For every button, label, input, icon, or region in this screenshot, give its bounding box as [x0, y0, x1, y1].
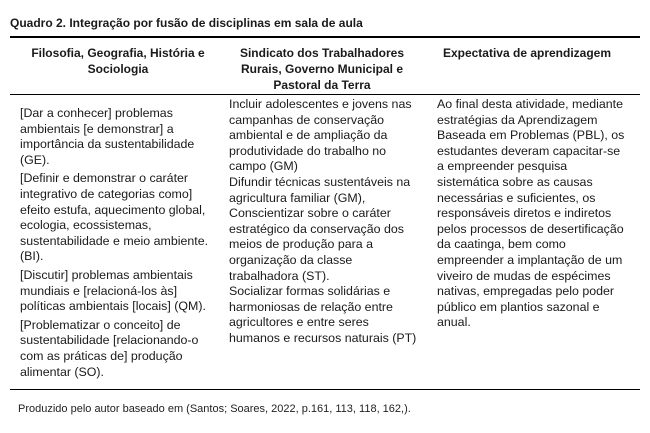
header-rule [10, 94, 640, 95]
expectativa-text: Ao final desta atividade, mediante estratégias da Aprendizagem Baseada em Problemas (PBL), os estudantes deveram capacitar-se a empreender pesquisa sistemática sobre as causas necessárias e suficientes, os responsáveis diretos e indiretos pelos processos de desertificação da caatinga, bem como empreender a implantação de um viveiro de mudas de espécimes nativas, empregadas pelo poder público em plantios sazonal e anual. [437, 97, 625, 330]
list-item: Conscientizar sobre o caráter estratégico da conservação dos meios de produção para a organização da classe trabalhadora (ST). [229, 206, 404, 283]
list-item: Difundir técnicas sustentáveis na agricultura familiar (GM), [229, 174, 411, 205]
list-item: Incluir adolescentes e jovens nas campanhas de conservação ambiental e de ampliação da produtividade do trabalho no campo (GM) [229, 97, 412, 174]
list-item: [Definir e demonstrar o caráter integrativo de categorias como] efeito estufa, aquecimento global, ecologia, ecossistemas, sustentabilidade e meio ambiente. (BI). [20, 171, 209, 264]
table-title: Quadro 2. Integração por fusão de disciplinas em sala de aula [10, 16, 363, 30]
column-parceiros [229, 97, 421, 347]
list-item: Socializar formas solidárias e harmoniosas de relação entre agricultores e entre seres humanos e recursos naturais (PT) [229, 284, 417, 345]
source-footnote: Produzido pelo autor baseado em (Santos; Soares, 2022, p.161, 113, 118, 162,). [18, 403, 411, 415]
list-item: [Dar a conhecer] problemas ambientais [e demonstrar] a importância da sustentabilidade (GE). [20, 106, 195, 167]
top-rule [10, 36, 640, 38]
header-parceiros: Sindicato dos Trabalhadores Rurais, Governo Municipal e Pastoral da Terra [239, 46, 405, 92]
column-disciplinas [20, 106, 216, 383]
bottom-rule [10, 389, 640, 390]
header-disciplinas: Filosofia, Geografia, História e Sociologia [31, 46, 205, 76]
header-expectativa: Expectativa de aprendizagem [442, 46, 612, 60]
list-item: [Discutir] problemas ambientais mundiais e [relacioná-los às] políticas ambientais [locais] (QM). [20, 267, 206, 314]
column-expectativa [437, 97, 629, 334]
list-item: [Problematizar o conceito] de sustentabilidade [relacionando-o com as práticas de] produção alimentar (SO). [20, 317, 199, 379]
